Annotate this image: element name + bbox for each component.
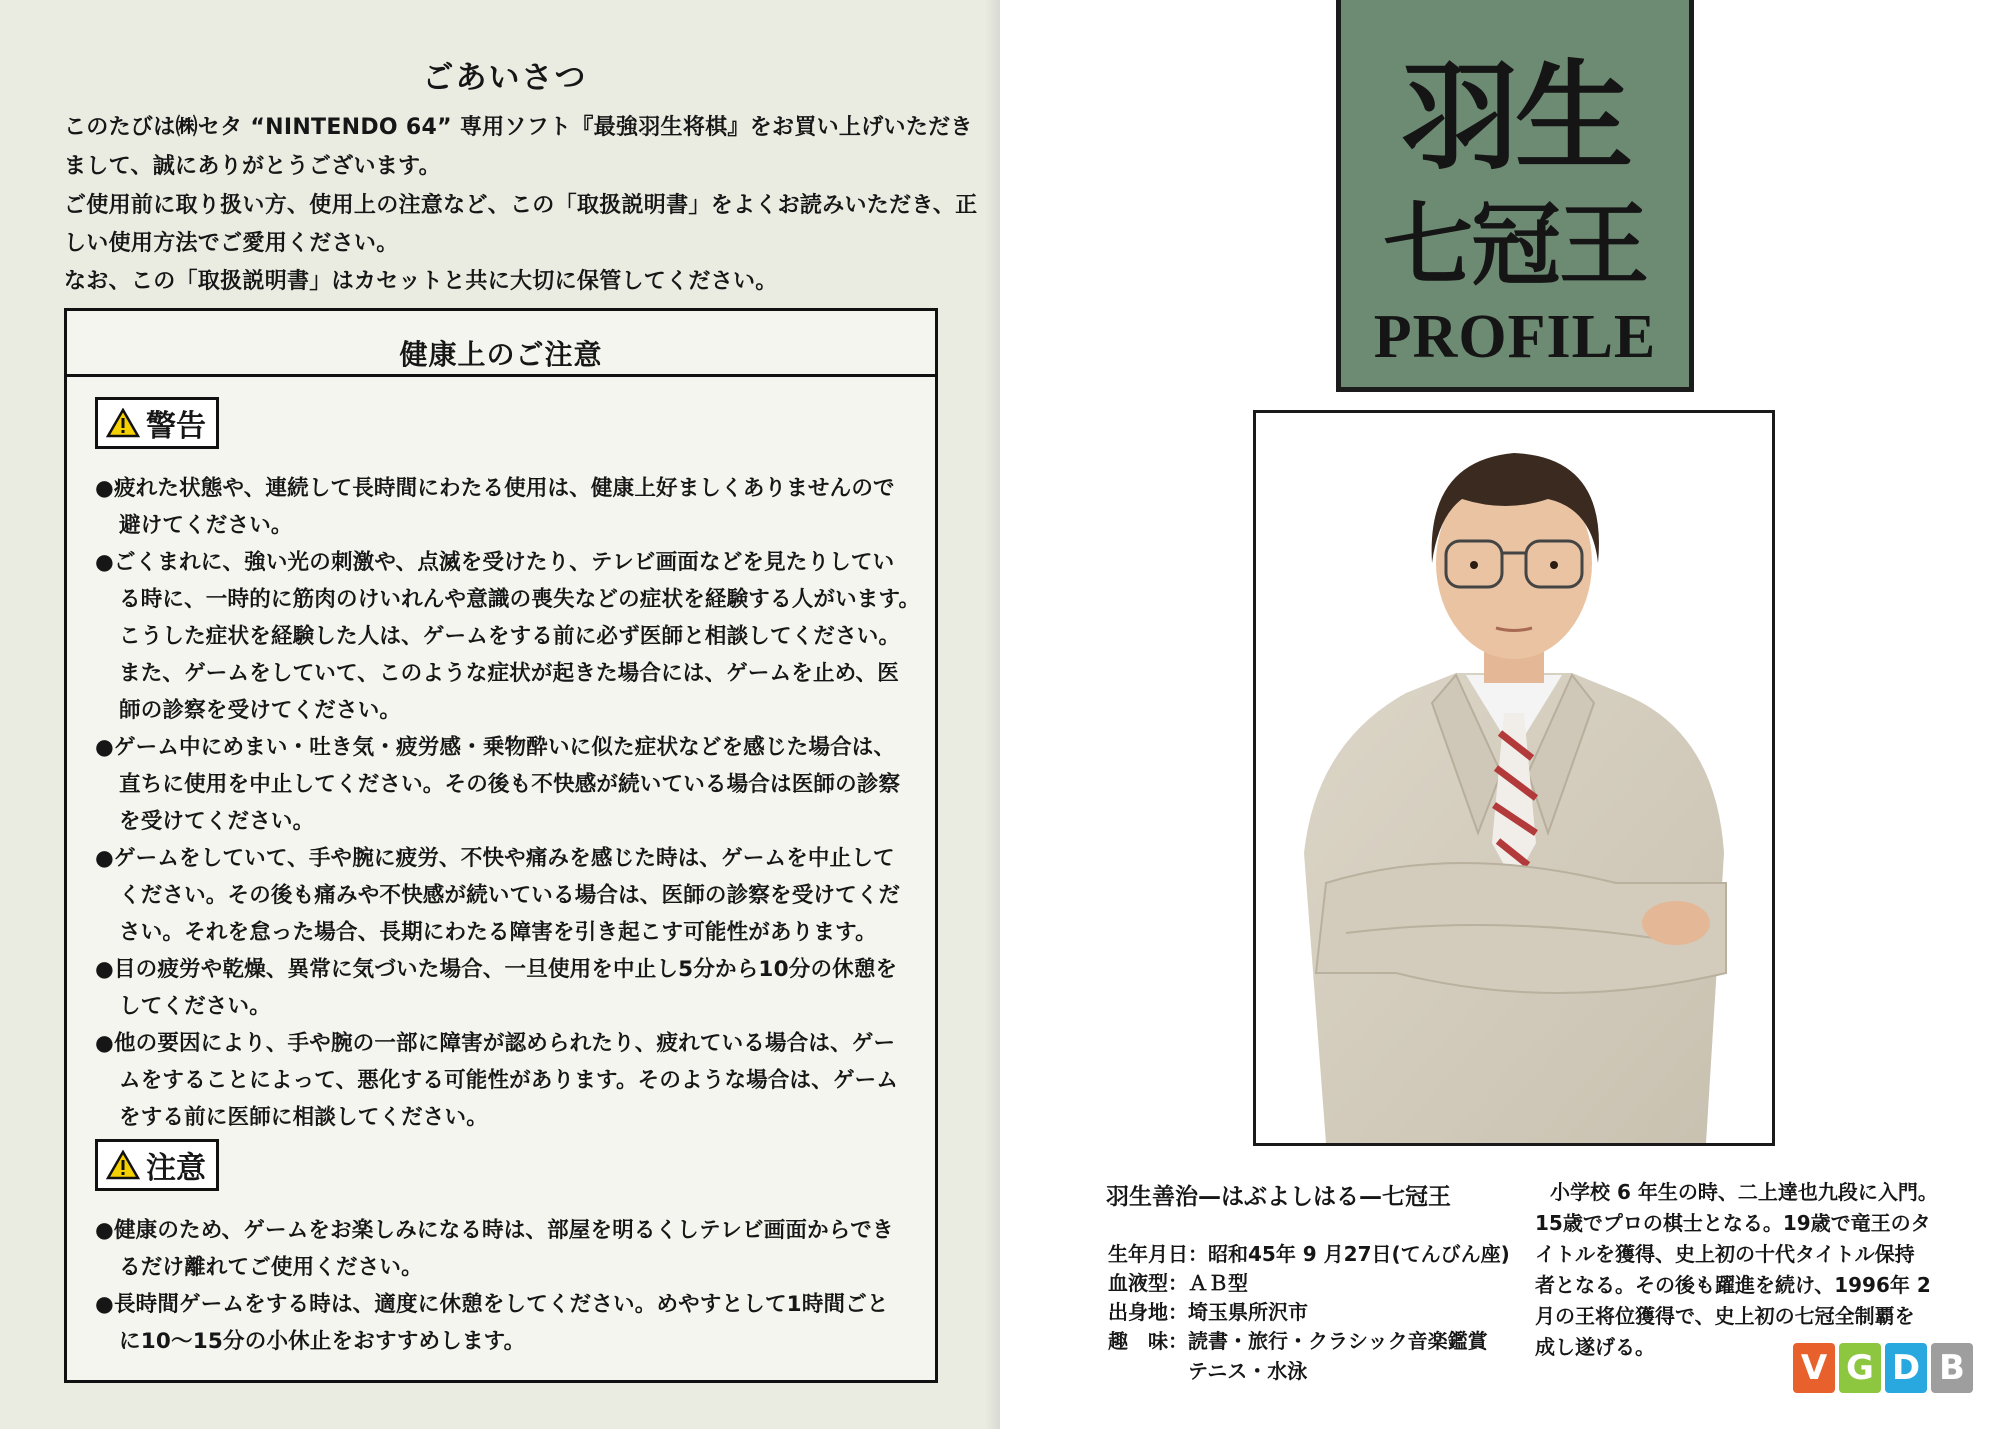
warning-line: ●ゲームをしていて、手や腕に疲労、不快や痛みを感じた時は、ゲームを中止して bbox=[95, 846, 895, 871]
portrait-illustration bbox=[1256, 413, 1772, 1143]
warning-label: 警告 bbox=[146, 409, 206, 444]
warning-line: ください。その後も痛みや不快感が続いている場合は、医師の診察を受けてくだ bbox=[119, 883, 901, 908]
warning-triangle-icon bbox=[106, 408, 140, 438]
warning-line: 師の診察を受けてください。 bbox=[119, 698, 402, 723]
warning-line: を受けてください。 bbox=[119, 809, 315, 834]
warning-line: 直ちに使用を中止してください。その後も不快感が続いている場合は医師の診察 bbox=[119, 772, 901, 797]
profile-bio-line: 成し遂げる。 bbox=[1535, 1335, 1655, 1359]
caution-label: 注意 bbox=[146, 1151, 206, 1186]
warning-line: ムをすることによって、悪化する可能性があります。そのような場合は、ゲーム bbox=[119, 1068, 899, 1093]
warning-line: ●他の要因により、手や腕の一部に障害が認められたり、疲れている場合は、ゲー bbox=[95, 1031, 896, 1056]
watermark-letter: G bbox=[1839, 1343, 1881, 1393]
warning-line: る時に、一時的に筋肉のけいれんや意識の喪失などの症状を経験する人がいます。 bbox=[119, 587, 921, 612]
greeting-line: しい使用方法でご愛用ください。 bbox=[64, 231, 399, 256]
profile-bio-line: 月の王将位獲得で、史上初の七冠全制覇を bbox=[1535, 1304, 1915, 1328]
profile-bio-line: 15歳でプロの棋士となる。19歳で竜王のタ bbox=[1535, 1211, 1931, 1235]
caution-badge bbox=[95, 1139, 219, 1191]
warning-line: してください。 bbox=[119, 994, 271, 1019]
watermark-letter: V bbox=[1793, 1343, 1835, 1393]
greeting-line: このたびは㈱セタ “NINTENDO 64” 専用ソフト『最強羽生将棋』をお買い上げいただき bbox=[64, 115, 973, 140]
greeting-title: ごあいさつ bbox=[422, 60, 588, 96]
profile-header-panel bbox=[1336, 0, 1694, 392]
watermark-letter: D bbox=[1885, 1343, 1927, 1393]
caution-line: ●長時間ゲームをする時は、適度に休憩をしてください。めやすとして1時間ごと bbox=[95, 1292, 889, 1317]
caution-line: に10〜15分の小休止をおすすめします。 bbox=[119, 1329, 526, 1354]
portrait-photo bbox=[1253, 410, 1775, 1146]
right-page bbox=[1000, 0, 2000, 1429]
caution-line: るだけ離れてご使用ください。 bbox=[119, 1255, 423, 1280]
profile-bio-line: 小学校 6 年生の時、二上達也九段に入門。 bbox=[1550, 1180, 1938, 1204]
vgdb-watermark-logo bbox=[1793, 1343, 1973, 1393]
warning-line: さい。それを怠った場合、長期にわたる障害を引き起こす可能性があります。 bbox=[119, 920, 877, 945]
warning-line: をする前に医師に相談してください。 bbox=[119, 1105, 488, 1130]
profile-bio-line: 者となる。その後も躍進を続け、1996年 2 bbox=[1535, 1273, 1931, 1297]
profile-hobbies-continued: テニス・水泳 bbox=[1108, 1359, 1308, 1383]
profile-header-name: 羽生 bbox=[1400, 47, 1629, 186]
watermark-letter: B bbox=[1931, 1343, 1973, 1393]
warning-line: 避けてください。 bbox=[119, 513, 293, 538]
greeting-line: まして、誠にありがとうございます。 bbox=[64, 154, 441, 179]
health-notice-title: 健康上のご注意 bbox=[399, 338, 603, 371]
warning-line: ●目の疲労や乾燥、異常に気づいた場合、一旦使用を中止し5分から10分の休憩を bbox=[95, 957, 898, 982]
caution-triangle-icon bbox=[106, 1150, 140, 1180]
warning-line: ●疲れた状態や、連続して長時間にわたる使用は、健康上好ましくありませんので bbox=[95, 476, 895, 501]
profile-hometown: 出身地：埼玉県所沢市 bbox=[1108, 1300, 1308, 1324]
profile-blood-type: 血液型：ＡＢ型 bbox=[1108, 1271, 1248, 1295]
profile-bio-line: イトルを獲得、史上初の十代タイトル保持 bbox=[1535, 1242, 1915, 1266]
caution-line: ●健康のため、ゲームをお楽しみになる時は、部屋を明るくしテレビ画面からでき bbox=[95, 1218, 894, 1243]
greeting-line: ご使用前に取り扱い方、使用上の注意など、この「取扱説明書」をよくお読みいただき、正 bbox=[64, 193, 978, 218]
greeting-line: なお、この「取扱説明書」はカセットと共に大切に保管してください。 bbox=[64, 269, 778, 294]
warning-line: ●ごくまれに、強い光の刺激や、点滅を受けたり、テレビ画面などを見たりしてい bbox=[95, 550, 895, 575]
warning-line: また、ゲームをしていて、このような症状が起きた場合には、ゲームを止め、医 bbox=[119, 661, 899, 686]
health-notice-header bbox=[67, 311, 935, 377]
profile-header-title: 七冠王 bbox=[1383, 192, 1647, 298]
profile-hobbies: 趣 味：読書・旅行・クラシック音楽鑑賞 bbox=[1108, 1329, 1488, 1353]
profile-birthdate: 生年月日：昭和45年 9 月27日(てんびん座) bbox=[1108, 1242, 1510, 1266]
health-notice-box bbox=[64, 308, 938, 1383]
warning-line: こうした症状を経験した人は、ゲームをする前に必ず医師と相談してください。 bbox=[119, 624, 901, 649]
warning-badge bbox=[95, 397, 219, 449]
warning-line: ●ゲーム中にめまい・吐き気・疲労感・乗物酔いに似た症状などを感じた場合は、 bbox=[95, 735, 896, 760]
profile-name-line: 羽生善治—はぶよしはる—七冠王 bbox=[1106, 1184, 1451, 1210]
profile-header-word: PROFILE bbox=[1373, 303, 1657, 371]
